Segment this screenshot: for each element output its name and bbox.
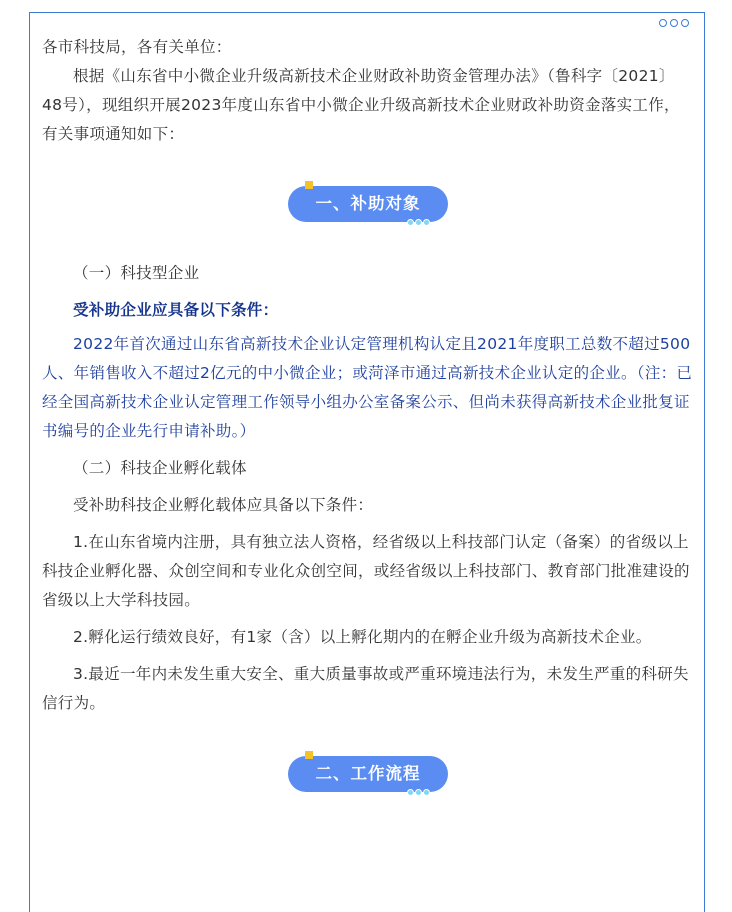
article-body	[42, 33, 694, 798]
condition-item: 2.孵化运行绩效良好，有1家（含）以上孵化期内的在孵企业升级为高新技术企业。	[73, 628, 652, 646]
section-pill-2	[288, 756, 448, 792]
intro-paragraph: 根据《山东省中小微企业升级高新技术企业财政补助资金管理办法》（鲁科字〔2021〕48号），现组织开展2023年度山东省中小微企业升级高新技术企业财政补助资金落实工作，有关事项通知如下：	[42, 67, 680, 143]
section-heading-2	[42, 718, 694, 798]
condition-item: 1.在山东省境内注册，具有独立法人资格，经省级以上科技部门认定（备案）的省级以上科技企业孵化器、众创空间和专业化众创空间，或经省级以上科技部门、教育部门批准建设的省级以上大学科技园。	[42, 533, 690, 609]
greeting: 各市科技局，各有关单位：	[42, 38, 232, 56]
section-title-1: 一、补助对象	[315, 194, 421, 213]
section-heading-1	[42, 149, 694, 259]
accent-square	[305, 181, 313, 189]
decor-circle	[659, 19, 667, 27]
accent-dots	[407, 789, 430, 796]
frame-decoration	[656, 19, 692, 27]
decor-circle	[681, 19, 689, 27]
condition-item: 3.最近一年内未发生重大安全、重大质量事故或严重环境违法行为，未发生严重的科研失信行为。	[42, 665, 689, 712]
subsection-title-1: （一）科技型企业	[73, 264, 200, 282]
accent-square	[305, 751, 313, 759]
accent-dots	[407, 219, 430, 226]
decor-circle	[670, 19, 678, 27]
subsection-heading-2: 受补助科技企业孵化载体应具备以下条件：	[73, 496, 374, 514]
section-title-2: 二、工作流程	[315, 764, 421, 783]
subsection-title-2: （二）科技企业孵化载体	[73, 459, 247, 477]
subsection-body-1: 2022年首次通过山东省高新技术企业认定管理机构认定且2021年度职工总数不超过500人、年销售收入不超过2亿元的中小微企业；或菏泽市通过高新技术企业认定的企业。（注：已经全国高新技术企业认定管理工作领导小组办公室备案公示、但尚未获得高新技术企业批复证书编号的企业先行申请补助。）	[42, 335, 693, 440]
section-pill-1	[288, 186, 448, 222]
subsection-heading-1: 受补助企业应具备以下条件：	[73, 301, 279, 319]
